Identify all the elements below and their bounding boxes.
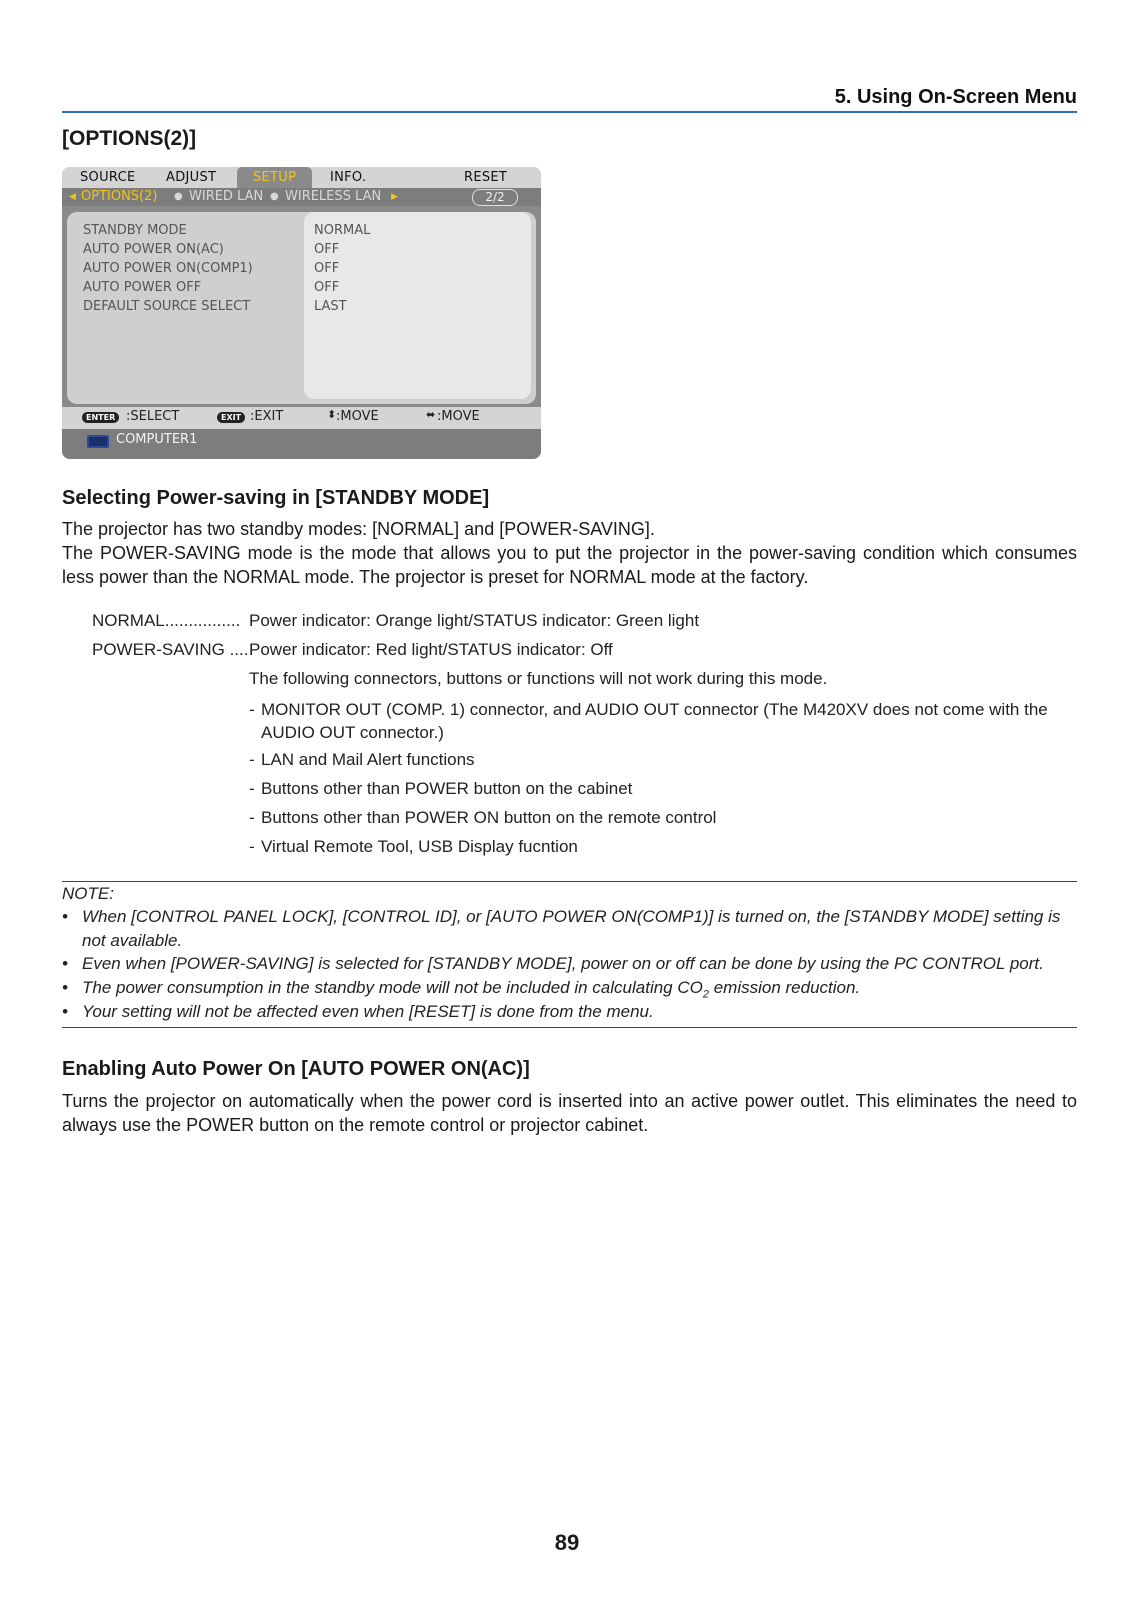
disabled-item: - MONITOR OUT (COMP. 1) connector, and AUDIO OUT connector (The M420XV does not come with the AUDIO OUT connector.) <box>249 698 1078 744</box>
page-number: 89 <box>554 1530 580 1555</box>
triangle-right-icon[interactable]: ▶ <box>391 192 398 202</box>
disabled-item-text: Buttons other than POWER ON button on the remote control <box>261 808 717 827</box>
osd-label-auto-power-off[interactable]: AUTO POWER OFF <box>83 280 202 295</box>
osd-value-standby-mode[interactable]: NORMAL <box>314 223 371 238</box>
osd-tab-source[interactable]: SOURCE <box>80 170 136 185</box>
disabled-item-text: LAN and Mail Alert functions <box>261 750 475 769</box>
osd-tab-bar <box>62 167 541 188</box>
dot-icon: ● <box>174 191 183 202</box>
osd-hint-move-vertical: :MOVE <box>336 409 379 424</box>
bullet-icon: • <box>62 907 68 926</box>
osd-label-standby-mode[interactable]: STANDBY MODE <box>83 223 187 238</box>
osd-tab-info[interactable]: INFO. <box>330 170 367 185</box>
bullet-icon: • <box>62 978 68 997</box>
note-top-rule <box>62 881 1077 882</box>
osd-value-auto-power-off[interactable]: OFF <box>314 280 340 295</box>
chapter-title: 5. Using On-Screen Menu <box>834 86 1077 108</box>
disabled-item: - Buttons other than POWER button on the cabinet <box>249 779 1078 799</box>
note-item-text: When [CONTROL PANEL LOCK], [CONTROL ID], or [AUTO POWER ON(COMP1)] is turned on, the [STANDBY MODE] setting is not available. <box>82 907 1061 950</box>
note-co2-text: The power consumption in the standby mode will not be included in calculating CO <box>82 978 703 997</box>
osd-value-auto-power-on-comp1[interactable]: OFF <box>314 261 340 276</box>
osd-tab-setup[interactable]: SETUP <box>237 167 312 188</box>
osd-label-auto-power-on-comp1[interactable]: AUTO POWER ON(COMP1) <box>83 261 253 276</box>
standby-para-2: The POWER-SAVING mode is the mode that allows you to put the projector in the power-saving condition which consumes less power than the NORMAL mode. The projector is preset for NORMAL mode at the factory. <box>62 543 1077 587</box>
normal-desc: Power indicator: Orange light/STATUS indicator: Green light <box>249 611 700 630</box>
normal-term: NORMAL................ <box>92 611 241 630</box>
disabled-item: - Buttons other than POWER ON button on the remote control <box>249 808 1078 828</box>
osd-source-name: COMPUTER1 <box>116 432 198 447</box>
note-bottom-rule <box>62 1027 1077 1028</box>
osd-values-panel <box>304 212 531 399</box>
bullet-icon: • <box>62 954 68 973</box>
note-item <box>62 952 1077 976</box>
osd-label-auto-power-on-ac[interactable]: AUTO POWER ON(AC) <box>83 242 224 257</box>
standby-para-1: The projector has two standby modes: [NORMAL] and [POWER-SAVING]. <box>62 519 655 539</box>
power-saving-term: POWER-SAVING .... <box>92 640 249 659</box>
up-down-arrow-icon: ⬍ <box>327 408 337 421</box>
note-label: NOTE: <box>62 884 114 903</box>
osd-footer <box>62 407 541 429</box>
osd-settings-panel <box>67 212 536 404</box>
section-title: [OPTIONS(2)] <box>62 127 197 150</box>
disabled-item-text: MONITOR OUT (COMP. 1) connector, and AUDIO OUT connector (The M420XV does not come with the AUDIO OUT connector.) <box>261 700 1048 742</box>
autopower-heading: Enabling Auto Power On [AUTO POWER ON(AC)] <box>62 1058 530 1080</box>
note-co2-subscript: 2 <box>702 988 709 1001</box>
osd-subtab-wireless-lan[interactable]: WIRELESS LAN <box>285 189 382 204</box>
header-rule <box>62 111 1077 113</box>
osd-hint-move-horizontal: :MOVE <box>437 409 480 424</box>
osd-subtab-bar <box>62 188 541 206</box>
note-item <box>62 905 1077 953</box>
power-saving-desc: Power indicator: Red light/STATUS indicator: Off <box>249 640 613 659</box>
osd-hint-select: :SELECT <box>126 409 180 424</box>
disabled-item: - LAN and Mail Alert functions <box>249 750 1078 770</box>
enter-key-icon: ENTER <box>82 412 119 423</box>
disabled-item-text: Virtual Remote Tool, USB Display fucntion <box>261 837 578 856</box>
note-item-text: Your setting will not be affected even when [RESET] is done from the menu. <box>82 1002 654 1021</box>
osd-subtab-options2[interactable]: OPTIONS(2) <box>81 189 158 204</box>
osd-value-auto-power-on-ac[interactable]: OFF <box>314 242 340 257</box>
power-saving-note: The following connectors, buttons or functions will not work during this mode. <box>249 669 828 688</box>
osd-tab-reset[interactable]: RESET <box>464 170 508 185</box>
disabled-item-text: Buttons other than POWER button on the cabinet <box>261 779 633 798</box>
osd-hint-exit: :EXIT <box>250 409 284 424</box>
dot-icon: ● <box>270 191 279 202</box>
osd-page-indicator: 2/2 <box>472 189 518 206</box>
exit-key-icon: EXIT <box>217 412 245 423</box>
note-item-text: Even when [POWER-SAVING] is selected for [STANDBY MODE], power on or off can be done by using the PC CONTROL port. <box>82 954 1044 973</box>
left-right-arrow-icon: ⬌ <box>426 408 436 421</box>
osd-menu <box>62 167 541 459</box>
osd-value-default-source-select[interactable]: LAST <box>314 299 347 314</box>
osd-subtab-wired-lan[interactable]: WIRED LAN <box>189 189 264 204</box>
note-co2-text-end: emission reduction. <box>708 978 861 997</box>
computer-input-icon <box>87 435 109 448</box>
osd-source-bar <box>62 429 541 459</box>
bullet-icon: • <box>62 1002 68 1021</box>
disabled-item: - Virtual Remote Tool, USB Display fucntion <box>249 837 1078 857</box>
triangle-left-icon[interactable]: ◀ <box>69 192 76 202</box>
osd-label-default-source-select[interactable]: DEFAULT SOURCE SELECT <box>83 299 251 314</box>
note-item <box>62 1000 1077 1024</box>
osd-tab-adjust[interactable]: ADJUST <box>166 170 217 185</box>
autopower-para: Turns the projector on automatically when the power cord is inserted into an active power outlet. This eliminates the need to always use the POWER button on the remote control or projector cabinet. <box>62 1091 1077 1135</box>
standby-heading: Selecting Power-saving in [STANDBY MODE] <box>62 487 490 509</box>
